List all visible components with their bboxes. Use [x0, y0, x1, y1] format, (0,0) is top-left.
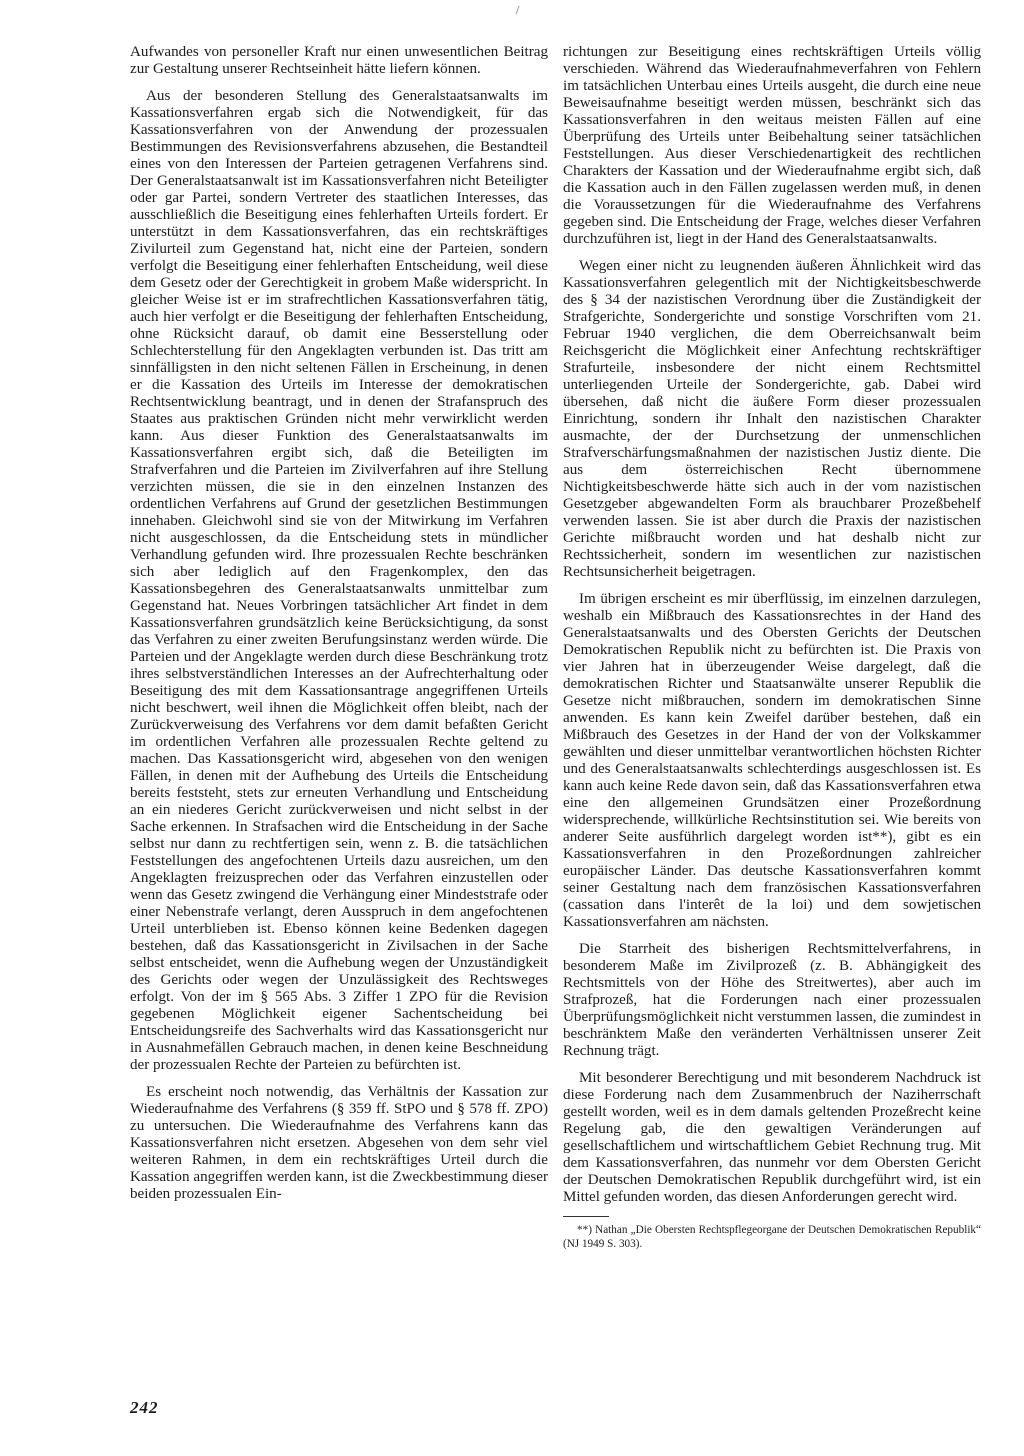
paragraph: Die Starrheit des bisherigen Rechtsmittelverfahrens, in besonderem Maße im Zivilprozeß (z. B. Abhängigkeit des Rechtsmittels von der Höhe des Streitwertes), aber auch im Strafprozeß, hat die Forderungen nach einer prozessualen Überprüfungsmöglichkeit nicht verstummen lassen, die zumindest in beschränktem Maße den veränderten Verhältnissen unserer Zeit Rechnung trägt.: [563, 941, 981, 1059]
right-column: [563, 44, 981, 1261]
left-column: [130, 44, 548, 1213]
paragraph: Aus der besonderen Stellung des Generalstaatsanwalts im Kassationsverfahren ergab sich die Notwendigkeit, für das Kassationsverfahren von der Anwendung der prozessualen Bestimmungen des Revisionsverfahrens abzusehen, die Bestandteil eines von den Interessen der Parteien getragenen Verfahrens sind. Der Generalstaatsanwalt ist im Kassationsverfahren nicht Beteiligter oder gar Partei, sondern Vertreter des staatlichen Interesses, das ausschließlich die Beseitigung eines fehlerhaften Urteils fordert. Er unterstützt in dem Kassationsverfahren, das ein rechtskräftiges Zivilurteil zum Gegenstand hat, nicht eine der Parteien, sondern verfolgt die Beseitigung einer fehlerhaften Entscheidung, weil diese dem Gesetz oder der Gerechtigkeit in grobem Maße widerspricht. In gleicher Weise ist er im strafrechtlichen Kassationsverfahren tätig, auch hier verfolgt er die Beseitigung der fehlerhaften Entscheidung, ohne Rücksicht darauf, ob damit eine Besserstellung oder Schlechterstellung für den Angeklagten verbunden ist. Das tritt am sinnfälligsten in den nicht seltenen Fällen in Erscheinung, in denen er die Kassation des Urteils im Interesse der demokratischen Rechtsentwicklung beantragt, und in denen der Strafanspruch des Staates aus praktischen Gründen nicht mehr verwirklicht werden kann. Aus dieser Funktion des Generalstaatsanwalts im Kassationsverfahren ergibt sich, daß die Beteiligten im Strafverfahren und die Parteien im Zivilverfahren auf ihre Stellung verzichten müssen, die sie in den einzelnen Instanzen des ordentlichen Verfahrens auf Grund der gesetzlichen Bestimmungen innehaben. Gleichwohl sind sie von der Mitwirkung im Verfahren nicht ausgeschlossen, da die Entscheidung stets in mündlicher Verhandlung gefunden wird. Ihre prozessualen Rechte beschränken sich aber lediglich auf den Fragenkomplex, den das Kassationsbegehren des Generalstaatsanwalts unmittelbar zum Gegenstand hat. Neues Vorbringen tatsächlicher Art findet in dem Kassationsverfahren grundsätzlich keine Berücksichtigung, da sonst das Verfahren zu einer zweiten Berufungsinstanz werden würde. Die Parteien und der Angeklagte werden durch diese Beschränkung trotz ihres selbstverständlichen Interesses an der Aufrechterhaltung oder Beseitigung des mit dem Kassationsantrage angegriffenen Urteils nicht beschwert, weil ihnen die Möglichkeit offen bleibt, nach der Zurückverweisung des Verfahrens vor dem damit befaßten Gericht im ordentlichen Verfahren alle prozessualen Rechte geltend zu machen. Das Kassationsgericht wird, abgesehen von den wenigen Fällen, in denen mit der Aufhebung des Urteils die Entscheidung bereits feststeht, stets zur erneuten Verhandlung und Entscheidung an ein niederes Gericht zurückverweisen und nicht selbst in der Sache erkennen. In Strafsachen wird die Entscheidung in der Sache selbst nur dann zu rechtfertigen sein, wenn z. B. die tatsächlichen Feststellungen des angefochtenen Urteils dazu ausreichen, um den Angeklagten freizusprechen oder das Verfahren einzustellen oder wenn das Gesetz zwingend die Verhängung einer Mindeststrafe oder einer Nebenstrafe verlangt, deren Ausspruch in dem angefochtenen Urteil unterblieben ist. Ebenso können keine Bedenken dagegen bestehen, daß das Kassationsgericht in Zivilsachen in der Sache selbst entscheidet, wenn die Aufhebung wegen der Unzuständigkeit des Gerichts oder wegen der Unzulässigkeit des Rechtsweges erfolgt. Von der im § 565 Abs. 3 Ziffer 1 ZPO für die Revision gegebenen Möglichkeit eigener Sachentscheidung bei Entscheidungsreife des Sachverhalts wird das Kassationsgericht nur in Ausnahmefällen Gebrauch machen, in denen keine Beschneidung der prozessualen Rechte der Parteien zu befürchten ist.: [130, 88, 548, 1073]
paragraph: Es erscheint noch notwendig, das Verhältnis der Kassation zur Wiederaufnahme des Verfahrens (§ 359 ff. StPO und § 578 ff. ZPO) zu untersuchen. Die Wiederaufnahme des Verfahrens kann das Kassationsverfahren nicht ersetzen. Abgesehen von dem sehr viel weiteren Rahmen, in dem ein rechtskräftiges Urteil durch die Kassation angegriffen werden kann, ist die Zweckbestimmung dieser beiden prozessualen Ein-: [130, 1084, 548, 1202]
print-speck: [516, 6, 523, 16]
paragraph: Wegen einer nicht zu leugnenden äußeren Ähnlichkeit wird das Kassationsverfahren gelegentlich mit der Nichtigkeitsbeschwerde des § 34 der nazistischen Verordnung über die Zuständigkeit der Strafgerichte, Sondergerichte und sonstige Vorschriften vom 21. Februar 1940 verglichen, die dem Oberreichsanwalt beim Reichsgericht die Möglichkeit einer Anfechtung rechtskräftiger Strafurteile, insbesondere der nicht einem Rechtsmittel unterliegenden Urteile der Sondergerichte, gab. Dabei wird übersehen, daß nicht die äußere Form dieser prozessualen Einrichtung, sondern ihr Inhalt den nazistischen Charakter ausmachte, der der Durchsetzung der unmenschlichen Strafverschärfungsmaßnahmen der nazistischen Justiz diente. Die aus dem österreichischen Recht übernommene Nichtigkeitsbeschwerde hätte sich auch in der vom nazistischen Gesetzgeber abgewandelten Form als brauchbarer Prozeßbehelf verwenden lassen. Sie ist aber durch die Praxis der nazistischen Gerichte mißbraucht worden und hat deshalb nicht zur Rechtssicherheit, sondern im wesentlichen zur nazistischen Rechtsunsicherheit beigetragen.: [563, 258, 981, 580]
page-number: 242: [130, 1398, 159, 1417]
paragraph: Im übrigen erscheint es mir überflüssig, im einzelnen darzulegen, weshalb ein Mißbrauch des Kassationsrechtes in der Hand des Generalstaatsanwalts und des Obersten Gerichts der Deutschen Demokratischen Republik nicht zu befürchten ist. Die Praxis von vier Jahren hat in überzeugender Weise dargelegt, daß die demokratischen Richter und Staatsanwälte unserer Republik die Gesetze nicht mißbrauchen, sondern im demokratischen Sinne anwenden. Es kann kein Zweifel darüber bestehen, daß ein Mißbrauch des Gesetzes in der Hand der von der Volkskammer gewählten und dieser unmittelbar verantwortlichen höchsten Richter und des Generalstaatsanwalts schlechterdings ausgeschlossen ist. Es kann auch keine Rede davon sein, daß das Kassationsverfahren etwa eine den allgemeinen Grundsätzen einer Prozeßordnung widersprechende, willkürliche Rechtsinstitution sei. Wie bereits von anderer Seite ausführlich dargelegt worden ist**), gibt es ein Kassationsverfahren in den Prozeßordnungen zahlreicher europäischer Länder. Das deutsche Kassationsverfahren kommt seiner Gestaltung nach dem französischen Kassationsverfahren (cassation dans l'interêt de la loi) und dem sowjetischen Kassationsverfahren am nächsten.: [563, 591, 981, 930]
paragraph-continuation: richtungen zur Beseitigung eines rechtskräftigen Urteils völlig verschieden. Während das Wiederaufnahmeverfahren von Fehlern im tatsächlichen Unterbau eines Urteils ausgeht, die durch eine neue Beweisaufnahme beseitigt werden müssen, beschränkt sich das Kassationsverfahren in den weitaus meisten Fällen auf eine Überprüfung des Urteils unter Beibehaltung seiner tatsächlichen Feststellungen. Aus dieser Verschiedenartigkeit des rechtlichen Charakters der Kassation und der Wiederaufnahme ergibt sich, daß die Kassation auch in den Fällen zugelassen werden muß, in denen die Voraussetzungen für die Wiederaufnahme des Verfahrens gegeben sind. Die Entscheidung der Frage, welches dieser Verfahren durchzuführen ist, liegt in der Hand des Generalstaatsanwalts.: [563, 44, 981, 247]
paragraph: Mit besonderer Berechtigung und mit besonderem Nachdruck ist diese Forderung nach dem Zusammenbruch der Naziherrschaft gestellt worden, weil es in dem damals geltenden Prozeßrecht keine Regelung gab, die den gewaltigen Veränderungen auf gesellschaftlichem und wirtschaftlichem Gebiet Rechnung trug. Mit dem Kassationsverfahren, das nunmehr vor dem Obersten Gericht der Deutschen Demokratischen Republik durchgeführt wird, ist ein Mittel gefunden worden, das diesen Anforderungen gerecht wird.: [563, 1070, 981, 1205]
footnote-divider: [563, 1216, 609, 1217]
paragraph-continuation: Aufwandes von personeller Kraft nur einen unwesentlichen Beitrag zur Gestaltung unserer Rechtseinheit hätte liefern können.: [130, 44, 548, 77]
footnote: **) Nathan „Die Obersten Rechtspflegeorgane der Deutschen Demokratischen Republik“ (NJ 1949 S. 303).: [563, 1224, 981, 1250]
